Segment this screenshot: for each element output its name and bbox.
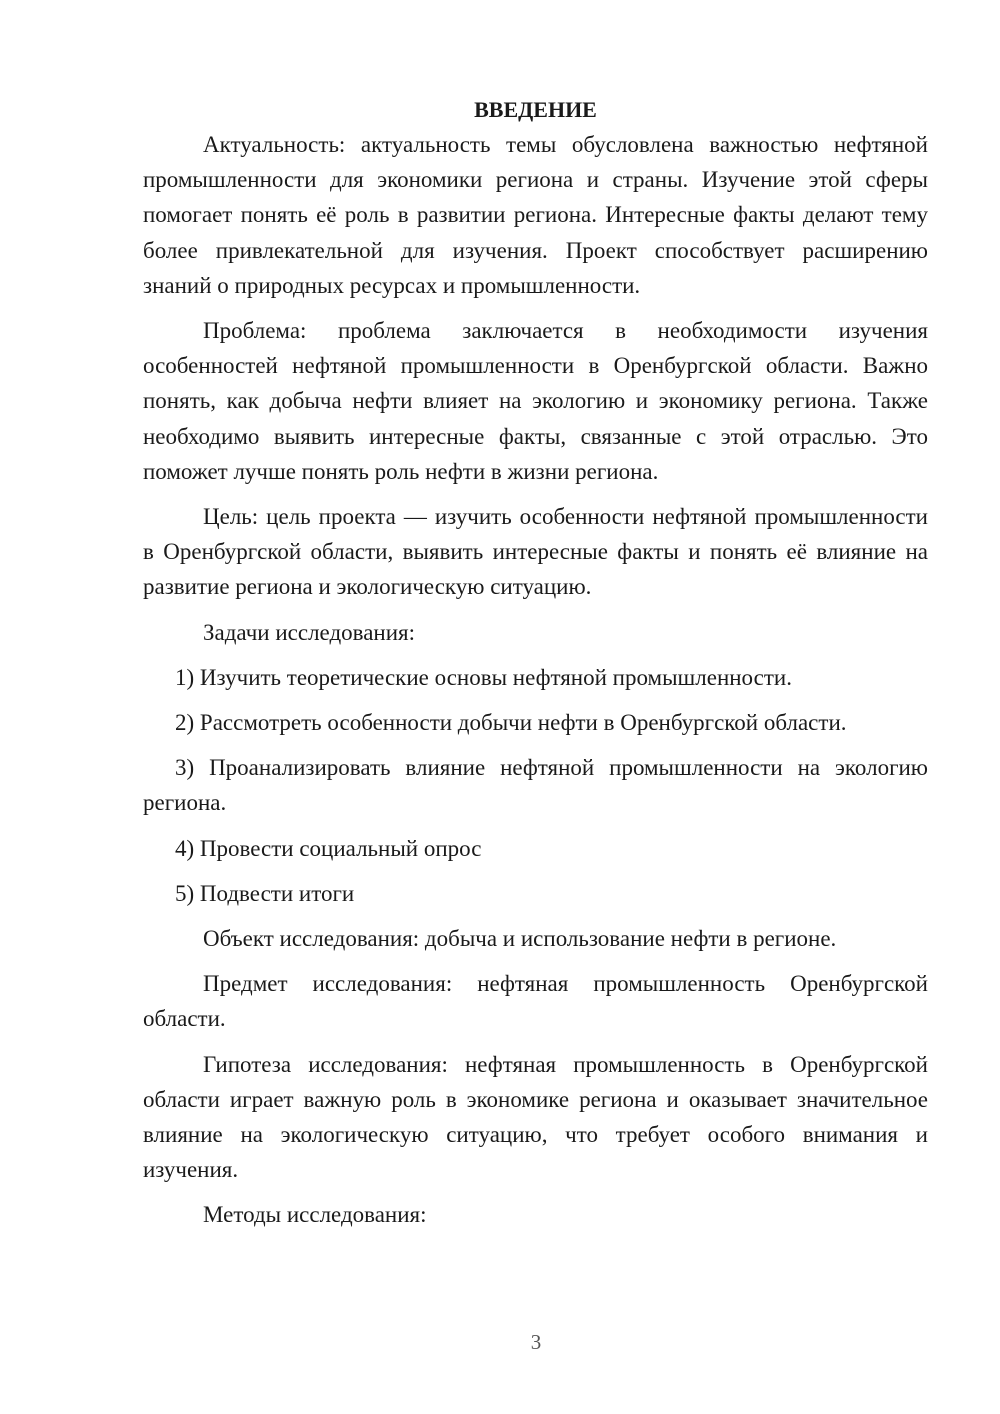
- page-number: 3: [530, 1330, 542, 1354]
- methods-heading: Методы исследования:: [203, 1202, 427, 1228]
- task-item-3: 3) Проанализировать влияние нефтяной промышленности на экологию региона.: [143, 755, 928, 816]
- goal-paragraph: Цель: цель проекта — изучить особенности нефтяной промышленности в Оренбургской области, выявить интересные факты и понять её влияние на развитие региона и экологическую ситуацию.: [143, 504, 928, 600]
- object-paragraph: Объект исследования: добыча и использование нефти в регионе.: [203, 926, 837, 952]
- task-item-1: 1) Изучить теоретические основы нефтяной промышленности.: [175, 664, 792, 690]
- problem-paragraph: Проблема: проблема заключается в необходимости изучения особенностей нефтяной промышленности в Оренбургской области. Важно понять, как добыча нефти влияет на экологию и экономику региона. Также необходимо выявить интересные факты, связанные с этой отраслью. Это поможет лучше понять роль нефти в жизни региона.: [143, 318, 928, 484]
- task-item-5: 5) Подвести итоги: [175, 880, 355, 906]
- hypothesis-paragraph: Гипотеза исследования: нефтяная промышленность в Оренбургской области играет важную роль в экономике региона и оказывает значительное влияние на экологическую ситуацию, что требует особого внимания и изучения.: [143, 1051, 928, 1183]
- page-content: [143, 92, 928, 1233]
- task-item-4: 4) Провести социальный опрос: [175, 835, 482, 861]
- section-heading: ВВЕДЕНИЕ: [474, 97, 597, 122]
- relevance-paragraph: Актуальность: актуальность темы обусловлена важностью нефтяной промышленности для экономики региона и страны. Изучение этой сферы помогает понять её роль в развитии региона. Интересные факты делают тему более привлекательной для изучения. Проект способствует расширению знаний о природных ресурсах и промышленности.: [143, 132, 928, 298]
- tasks-heading: Задачи исследования:: [203, 619, 416, 645]
- task-item-2: 2) Рассмотреть особенности добычи нефти в Оренбургской области.: [175, 710, 847, 736]
- subject-paragraph: Предмет исследования: нефтяная промышленность Оренбургской области.: [143, 971, 928, 1032]
